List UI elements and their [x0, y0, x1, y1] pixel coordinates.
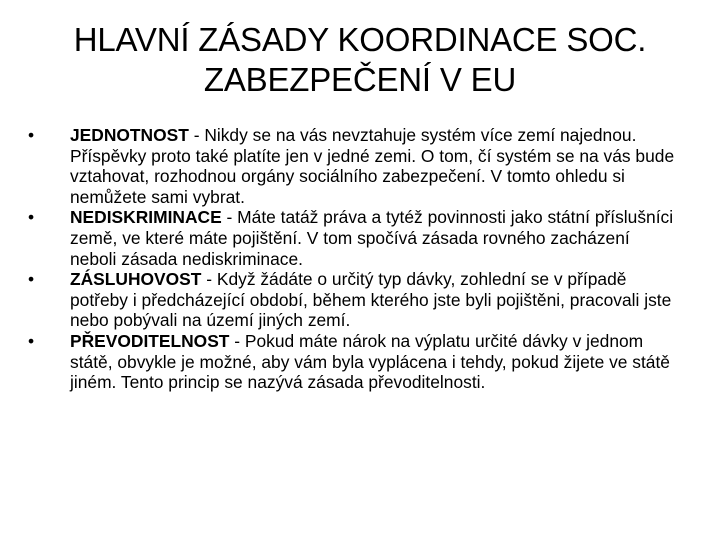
- bullet-term: ZÁSLUHOVOST: [70, 269, 202, 290]
- bullet-icon: •: [28, 269, 35, 290]
- bullet-item-zasluhovost: [28, 269, 678, 331]
- bullet-item-nediskriminace: [28, 207, 678, 269]
- bullet-item-jednotnost: [28, 125, 678, 207]
- bullet-text: - Máte tatáž práva a tytéž povinnosti jako státní příslušníci země, ve které máte pojištění. V tom spočívá zásada rovného zacházení neboli zásada nediskriminace.: [70, 207, 674, 269]
- slide-title: [40, 20, 680, 100]
- bullet-text: - Pokud máte nárok na výplatu určité dávky v jednom státě, obvykle je možné, aby vám byla vyplácena i tehdy, pokud žijete ve státě jiném. Tento princip se nazývá zásada převoditelnosti.: [70, 330, 670, 393]
- bullet-text: - Nikdy se na vás nevztahuje systém více zemí najednou. Příspěvky proto také platíte jen v jedné zemi. O tom, čí systém se na vás bude vztahovat, rozhodnou orgány sociálního zabezpečení. V tomto ohledu si nemůžete sami vybrat.: [70, 125, 675, 207]
- bullet-term: JEDNOTNOST: [70, 125, 189, 145]
- slide-title-line-1: HLAVNÍ ZÁSADY KOORDINACE SOC.: [73, 21, 647, 58]
- bullet-list: [28, 125, 678, 393]
- bullet-text: - Když žádáte o určitý typ dávky, zohlední se v případě potřeby i předcházející období, během kterého jste byli pojištěni, pracovali jste nebo pobývali na území jiných zemí.: [70, 269, 672, 331]
- bullet-icon: •: [28, 125, 35, 145]
- bullet-term: NEDISKRIMINACE: [70, 207, 222, 228]
- bullet-item-prevoditelnost: [28, 331, 678, 393]
- slide-title-line-2: ZABEZPEČENÍ V EU: [203, 61, 517, 98]
- bullet-icon: •: [28, 330, 35, 351]
- bullet-term: PŘEVODITELNOST: [70, 330, 230, 351]
- bullet-icon: •: [28, 207, 35, 228]
